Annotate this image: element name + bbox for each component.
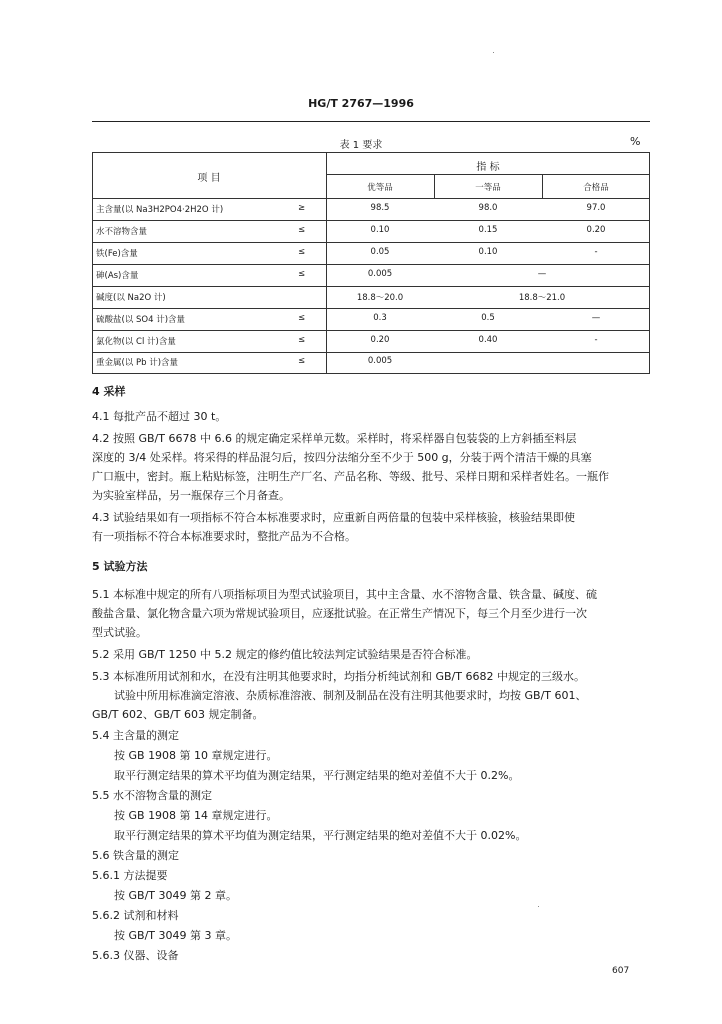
row-item-label: 水不溶物含量 bbox=[96, 227, 148, 237]
table-top-border bbox=[92, 152, 650, 153]
clause-5-4-title: 5.4 主含量的测定 bbox=[92, 729, 179, 742]
row-value: 0.15 bbox=[478, 225, 498, 235]
clause-5-6-title: 5.6 铁含量的测定 bbox=[92, 849, 179, 862]
paragraph-4-1: 4.1 每批产品不超过 30 t。 bbox=[92, 410, 227, 423]
clause-5-6-2-text: 按 GB/T 3049 第 3 章。 bbox=[114, 929, 237, 942]
row-value: 0.3 bbox=[373, 313, 387, 323]
row-value: 0.20 bbox=[586, 225, 606, 235]
paragraph-4-2-line: 为实验室样品，另一瓶保存三个月备查。 bbox=[92, 489, 290, 502]
row-operator: ≤ bbox=[298, 269, 306, 279]
clause-5-5-text: 按 GB 1908 第 14 章规定进行。 bbox=[114, 809, 278, 822]
standard-header: HG/T 2767—1996 bbox=[308, 97, 414, 110]
row-item-label: 铁(Fe)含量 bbox=[96, 249, 138, 259]
paragraph-4-3-line: 有一项指标不符合本标准要求时，整批产品为不合格。 bbox=[92, 530, 356, 543]
paragraph-5-1-line: 型式试验。 bbox=[92, 626, 147, 639]
table-bottom-border bbox=[92, 373, 650, 374]
row-value: - bbox=[594, 335, 598, 345]
row-value: 98.0 bbox=[478, 203, 498, 213]
paragraph-4-3-line: 4.3 试验结果如有一项指标不符合本标准要求时，应重新自两倍量的包装中采样核验，核验结果即使 bbox=[92, 511, 575, 524]
table-unit: % bbox=[630, 135, 641, 148]
row-operator: ≤ bbox=[298, 356, 306, 366]
paragraph-5-3-line: GB/T 602、GB/T 603 规定制备。 bbox=[92, 708, 264, 721]
row-line bbox=[92, 242, 650, 243]
scan-speck bbox=[493, 52, 494, 53]
row-value: — bbox=[537, 269, 547, 279]
row-value: - bbox=[594, 247, 598, 257]
clause-5-4-text: 取平行测定结果的算术平均值为测定结果，平行测定结果的绝对差值不大于 0.2%。 bbox=[114, 769, 520, 782]
row-value: 0.005 bbox=[367, 269, 393, 279]
paragraph-5-2: 5.2 采用 GB/T 1250 中 5.2 规定的修约值比较法判定试验结果是否符合标准。 bbox=[92, 648, 478, 661]
header-rule bbox=[92, 121, 650, 122]
clause-5-6-2-title: 5.6.2 试剂和材料 bbox=[92, 909, 179, 922]
paragraph-5-3-line: 试验中所用标准滴定溶液、杂质标准溶液、制剂及制品在没有注明其他要求时，均按 GB/T 601、 bbox=[114, 689, 587, 702]
clause-5-6-1-text: 按 GB/T 3049 第 2 章。 bbox=[114, 889, 237, 902]
row-item-label: 硫酸盐(以 SO4 计)含量 bbox=[96, 315, 186, 325]
section-5-heading: 5 试验方法 bbox=[92, 560, 148, 573]
row-line bbox=[92, 220, 650, 221]
row-line bbox=[92, 264, 650, 265]
grade-qualified-header: 合格品 bbox=[583, 183, 609, 193]
scan-speck bbox=[538, 906, 539, 907]
row-operator: ≥ bbox=[298, 203, 306, 213]
grade-divider bbox=[326, 174, 650, 175]
paragraph-4-2-line: 深度的 3/4 处采样。将采得的样品混匀后，按四分法缩分至不少于 500 g，分装于两个清洁干燥的具塞 bbox=[92, 451, 592, 464]
row-operator: ≤ bbox=[298, 335, 306, 345]
row-value: 18.8～21.0 bbox=[518, 293, 566, 303]
clause-5-5-title: 5.5 水不溶物含量的测定 bbox=[92, 789, 212, 802]
header-bottom-border bbox=[92, 198, 650, 199]
row-value: 0.5 bbox=[481, 313, 495, 323]
clause-5-6-3-title: 5.6.3 仪器、设备 bbox=[92, 949, 179, 962]
grade-premium-header: 优等品 bbox=[367, 183, 393, 193]
row-value: 18.8～20.0 bbox=[356, 293, 404, 303]
clause-5-6-1-title: 5.6.1 方法提要 bbox=[92, 869, 168, 882]
row-value: 97.0 bbox=[586, 203, 606, 213]
row-line bbox=[92, 308, 650, 309]
row-item-label: 砷(As)含量 bbox=[96, 271, 139, 281]
row-value: 0.10 bbox=[478, 247, 498, 257]
paragraph-4-2-line: 4.2 按照 GB/T 6678 中 6.6 的规定确定采样单元数。采样时，将采样器自包装袋的上方斜插至料层 bbox=[92, 432, 577, 445]
row-value: — bbox=[591, 313, 601, 323]
paragraph-5-1-line: 酸盐含量、氯化物含量六项为常规试验项目，应逐批试验。在正常生产情况下，每三个月至少进行一次 bbox=[92, 607, 587, 620]
row-value: 98.5 bbox=[370, 203, 390, 213]
section-4-heading: 4 采样 bbox=[92, 385, 126, 398]
table-caption: 表 1 要求 bbox=[339, 140, 383, 151]
row-item-label: 重金属(以 Pb 计)含量 bbox=[96, 358, 179, 368]
row-line bbox=[92, 352, 650, 353]
row-value: 0.005 bbox=[367, 356, 393, 366]
page-number: 607 bbox=[612, 966, 630, 976]
row-item-label: 主含量(以 Na3H2PO4·2H2O 计) bbox=[96, 205, 224, 215]
item-column-header: 项 目 bbox=[197, 173, 221, 184]
clause-5-5-text: 取平行测定结果的算术平均值为测定结果，平行测定结果的绝对差值不大于 0.02%。 bbox=[114, 829, 527, 842]
row-item-label: 碱度(以 Na2O 计) bbox=[96, 293, 166, 303]
row-line bbox=[92, 286, 650, 287]
row-item-label: 氯化物(以 Cl 计)含量 bbox=[96, 337, 176, 347]
row-value: 0.20 bbox=[370, 335, 390, 345]
indicator-column-header: 指 标 bbox=[476, 162, 500, 173]
row-value: 0.40 bbox=[478, 335, 498, 345]
paragraph-4-2-line: 广口瓶中，密封。瓶上粘贴标签，注明生产厂名、产品名称、等级、批号、采样日期和采样者姓名。一瓶作 bbox=[92, 470, 609, 483]
clause-5-4-text: 按 GB 1908 第 10 章规定进行。 bbox=[114, 749, 278, 762]
paragraph-5-1-line: 5.1 本标准中规定的所有八项指标项目为型式试验项目，其中主含量、水不溶物含量、铁含量、碱度、硫 bbox=[92, 588, 597, 601]
paragraph-5-3-line: 5.3 本标准所用试剂和水，在没有注明其他要求时，均指分析纯试剂和 GB/T 6682 中规定的三级水。 bbox=[92, 670, 585, 683]
row-operator: ≤ bbox=[298, 225, 306, 235]
row-value: 0.05 bbox=[370, 247, 390, 257]
row-value: 0.10 bbox=[370, 225, 390, 235]
row-line bbox=[92, 330, 650, 331]
row-operator: ≤ bbox=[298, 247, 306, 257]
row-operator: ≤ bbox=[298, 313, 306, 323]
table-left-border bbox=[92, 152, 93, 374]
grade-first-header: 一等品 bbox=[475, 183, 501, 193]
